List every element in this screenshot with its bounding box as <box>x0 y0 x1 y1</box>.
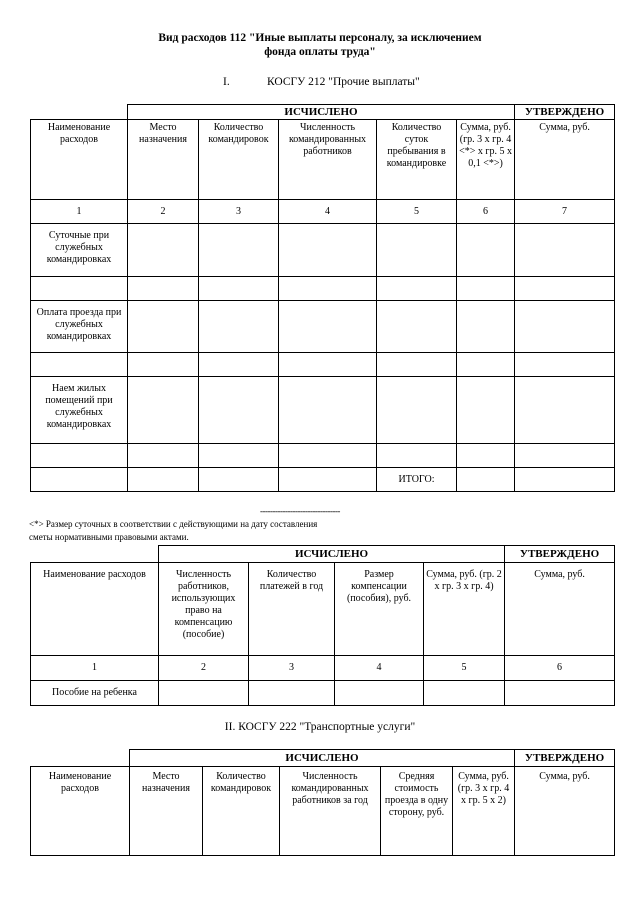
table-kosgu-222 <box>30 749 615 856</box>
table1-row-label: Оплата проезда при служебных командировках <box>31 301 128 353</box>
table1-cell <box>128 444 199 468</box>
table2-colnum: 3 <box>249 656 335 681</box>
table2-cell <box>335 681 424 706</box>
section1-roman: I. <box>223 76 230 88</box>
table2-group-appr: УТВЕРЖДЕНО <box>505 546 615 563</box>
table3-header-7: Сумма, руб. <box>515 767 615 856</box>
table1-header-2: Место назначения <box>128 120 199 200</box>
table1-cell <box>377 353 457 377</box>
table1-cell <box>377 377 457 444</box>
table1-cell <box>279 277 377 301</box>
table1-cell <box>279 301 377 353</box>
table3-group-appr: УТВЕРЖДЕНО <box>515 750 615 767</box>
table2-colnum: 1 <box>31 656 159 681</box>
table3-header-1: Наименование расходов <box>31 767 130 856</box>
table1-cell <box>199 377 279 444</box>
table1-cell <box>515 277 615 301</box>
table3-group-calc: ИСЧИСЛЕНО <box>130 750 515 767</box>
table1-total-label: ИТОГО: <box>377 468 457 492</box>
table1-cell <box>199 224 279 277</box>
table2-corner <box>31 546 159 563</box>
table1-cell <box>377 444 457 468</box>
table1-cell <box>515 224 615 277</box>
table1-cell <box>457 468 515 492</box>
table1-cell <box>515 468 615 492</box>
table1-cell <box>279 468 377 492</box>
table1-cell <box>377 301 457 353</box>
table1-cell <box>31 277 128 301</box>
table1-cell <box>279 377 377 444</box>
table1-cell <box>31 444 128 468</box>
table1-colnum: 1 <box>31 200 128 224</box>
table1-cell <box>128 353 199 377</box>
table1-cell <box>279 224 377 277</box>
table1-cell <box>515 301 615 353</box>
document-title-line1: Вид расходов 112 "Иные выплаты персоналу, за исключением <box>158 32 482 44</box>
table1-header-5: Количество суток пребывания в командировке <box>377 120 457 200</box>
table1-cell <box>128 277 199 301</box>
table1-row-label: Наем жилых помещений при служебных командировках <box>31 377 128 444</box>
table1-cell <box>457 277 515 301</box>
table1-cell <box>279 353 377 377</box>
table1-colnum: 3 <box>199 200 279 224</box>
table3-header-6: Сумма, руб. (гр. 3 x гр. 4 x гр. 5 x 2) <box>453 767 515 856</box>
table2-header-3: Количество платежей в год <box>249 563 335 656</box>
table-kosgu-212 <box>30 104 615 492</box>
table1-cell <box>199 353 279 377</box>
table2-colnum: 4 <box>335 656 424 681</box>
table1-cell <box>279 444 377 468</box>
table1-cell <box>457 444 515 468</box>
table1-cell <box>128 377 199 444</box>
table2-header-2: Численность работников, использующих право на компенсацию (пособие) <box>159 563 249 656</box>
table1-header-4: Численность командированных работников <box>279 120 377 200</box>
table1-header-6: Сумма, руб. (гр. 3 x гр. 4 <*> x гр. 5 x 0,1 <*>) <box>457 120 515 200</box>
section1-heading: КОСГУ 212 "Прочие выплаты" <box>267 76 420 88</box>
table1-cell <box>457 224 515 277</box>
table1-cell <box>515 377 615 444</box>
table1-cell <box>515 353 615 377</box>
table3-header-2: Место назначения <box>130 767 203 856</box>
table2-header-5: Сумма, руб. (гр. 2 x гр. 3 x гр. 4) <box>424 563 505 656</box>
table3-header-3: Количество командировок <box>203 767 280 856</box>
table1-group-calc: ИСЧИСЛЕНО <box>128 105 515 120</box>
table-child-allowance <box>30 545 615 706</box>
table1-cell <box>457 353 515 377</box>
table2-cell <box>249 681 335 706</box>
table1-cell <box>128 301 199 353</box>
table3-corner <box>31 750 130 767</box>
table1-cell <box>515 444 615 468</box>
table3-header-4: Численность командированных работников за год <box>280 767 381 856</box>
section2-heading: II. КОСГУ 222 "Транспортные услуги" <box>224 721 416 733</box>
table1-row-label: Суточные при служебных командировках <box>31 224 128 277</box>
table2-colnum: 5 <box>424 656 505 681</box>
footnote-divider: -------------------------------- <box>260 506 340 516</box>
table2-header-4: Размер компенсации (пособия), руб. <box>335 563 424 656</box>
table2-header-6: Сумма, руб. <box>505 563 615 656</box>
table1-corner <box>31 105 128 120</box>
table1-header-1: Наименование расходов <box>31 120 128 200</box>
table1-cell <box>199 444 279 468</box>
table1-cell <box>199 301 279 353</box>
table1-cell <box>377 277 457 301</box>
table1-colnum: 6 <box>457 200 515 224</box>
table2-cell <box>424 681 505 706</box>
table2-row-label: Пособие на ребенка <box>31 681 159 706</box>
table2-cell <box>505 681 615 706</box>
table2-cell <box>159 681 249 706</box>
table1-cell <box>457 377 515 444</box>
table2-group-calc: ИСЧИСЛЕНО <box>159 546 505 563</box>
table1-cell <box>457 301 515 353</box>
table3-header-5: Средняя стоимость проезда в одну сторону, руб. <box>381 767 453 856</box>
table2-colnum: 6 <box>505 656 615 681</box>
table1-colnum: 5 <box>377 200 457 224</box>
table1-group-appr: УТВЕРЖДЕНО <box>515 105 615 120</box>
table1-cell <box>31 353 128 377</box>
table1-cell <box>199 468 279 492</box>
table1-colnum: 7 <box>515 200 615 224</box>
table1-header-7: Сумма, руб. <box>515 120 615 200</box>
table1-cell <box>128 224 199 277</box>
table1-header-3: Количество командировок <box>199 120 279 200</box>
table1-colnum: 4 <box>279 200 377 224</box>
footnote-line2: сметы нормативными правовыми актами. <box>29 532 189 542</box>
table2-colnum: 2 <box>159 656 249 681</box>
document-title-line2: фонда оплаты труда" <box>264 46 376 58</box>
table2-header-1: Наименование расходов <box>31 563 159 656</box>
table1-cell <box>199 277 279 301</box>
footnote-line1: <*> Размер суточных в соответствии с действующими на дату составления <box>29 519 318 529</box>
table1-colnum: 2 <box>128 200 199 224</box>
table1-cell <box>128 468 199 492</box>
table1-cell <box>31 468 128 492</box>
table1-cell <box>377 224 457 277</box>
